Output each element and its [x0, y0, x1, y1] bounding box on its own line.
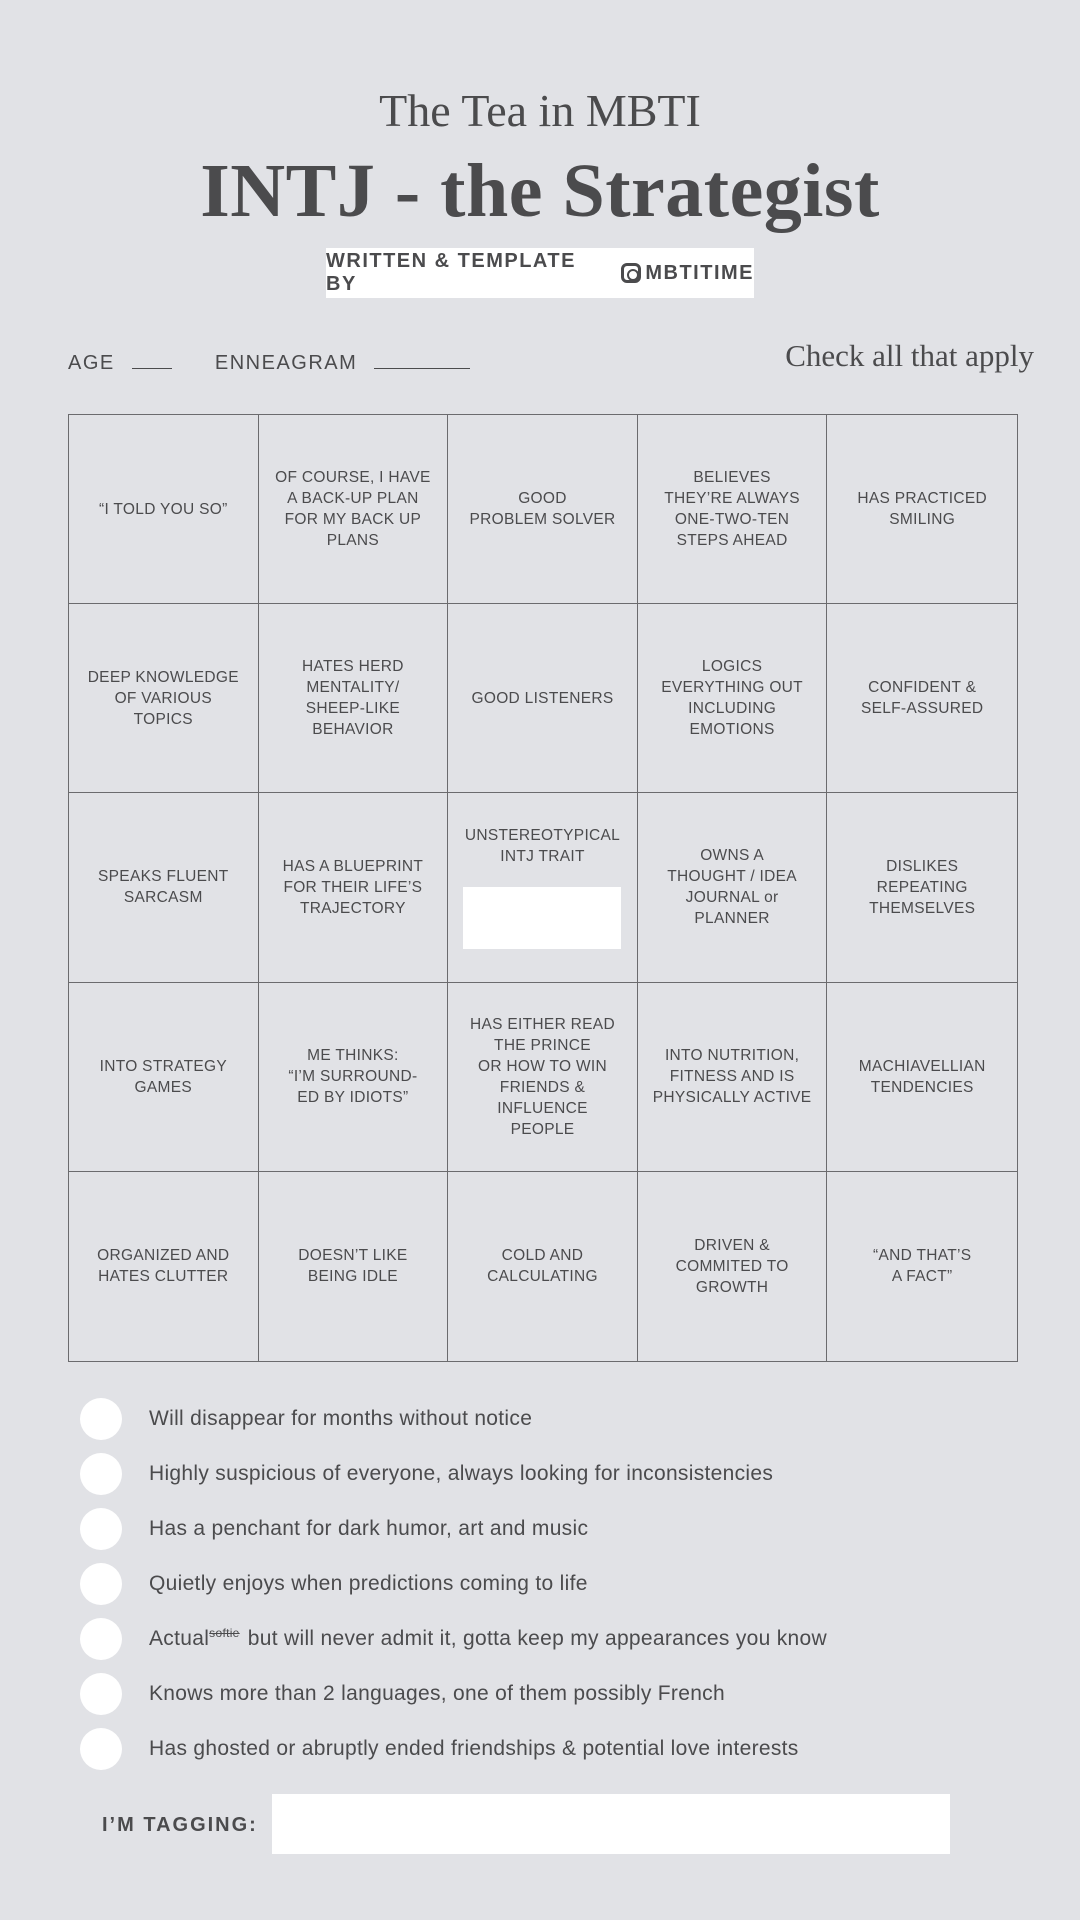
checklist-item [80, 1501, 827, 1556]
grid-cell[interactable] [259, 415, 449, 604]
checklist-item [80, 1556, 827, 1611]
checklist-item-label: Will disappear for months without notice [149, 1406, 533, 1430]
grid-cell[interactable] [448, 793, 638, 982]
grid-cell-text: DOESN’T LIKE BEING IDLE [298, 1247, 408, 1286]
grid-cell[interactable] [259, 604, 449, 793]
checklist-item [80, 1666, 827, 1721]
grid-cell-text: HAS PRACTICED SMILING [857, 490, 988, 529]
info-row [68, 350, 470, 375]
grid-cell[interactable] [638, 793, 828, 982]
checklist-item-label: Knows more than 2 languages, one of them possibly French [149, 1681, 725, 1705]
enneagram-label: ENNEAGRAM [214, 352, 358, 374]
instruction-text: Check all that apply [785, 338, 1034, 373]
grid-cell[interactable] [827, 415, 1017, 604]
checklist-item [80, 1446, 827, 1501]
grid-cell[interactable] [827, 793, 1017, 982]
grid-cell[interactable] [69, 415, 259, 604]
grid-cell-text: ORGANIZED AND HATES CLUTTER [97, 1247, 230, 1286]
grid-cell-text: MACHIAVELLIAN TENDENCIES [858, 1057, 986, 1096]
tagging-label: I’M TAGGING: [102, 1814, 258, 1836]
age-field[interactable] [132, 350, 172, 369]
grid-cell[interactable] [827, 1172, 1017, 1361]
age-label: AGE [68, 352, 115, 374]
instagram-icon [621, 263, 641, 283]
grid-cell-text: “I TOLD YOU SO” [99, 500, 228, 518]
grid-cell[interactable] [259, 1172, 449, 1361]
checklist-item [80, 1611, 827, 1666]
grid-cell[interactable] [448, 1172, 638, 1361]
checklist-item-label [149, 1626, 827, 1651]
checkbox-circle[interactable] [80, 1673, 122, 1715]
grid-cell-text: UNSTEREOTYPICAL INTJ TRAIT [464, 827, 621, 866]
tagging-input[interactable] [272, 1794, 950, 1854]
checklist-item [80, 1391, 827, 1446]
grid-cell-text: GOOD LISTENERS [471, 689, 614, 707]
grid-cell-text: HAS EITHER READ THE PRINCE OR HOW TO WIN FRIENDS & INFLUENCE PEOPLE [470, 1015, 615, 1138]
checkbox-circle[interactable] [80, 1398, 122, 1440]
grid-cell-text: OF COURSE, I HAVE A BACK-UP PLAN FOR MY BACK UP PLANS [275, 469, 431, 550]
grid-cell-text: DEEP KNOWLEDGE OF VARIOUS TOPICS [87, 668, 239, 728]
grid-cell-text: DRIVEN & COMMITED TO GROWTH [675, 1236, 789, 1296]
checklist-item-prefix: Actual [149, 1627, 210, 1650]
grid-cell[interactable] [448, 983, 638, 1172]
grid-cell[interactable] [827, 983, 1017, 1172]
grid-cell-text: SPEAKS FLUENT SARCASM [98, 868, 229, 907]
grid-cell[interactable] [638, 1172, 828, 1361]
grid-cell-text: INTO STRATEGY GAMES [99, 1057, 227, 1096]
checkbox-circle[interactable] [80, 1618, 122, 1660]
checklist-item-label: Has ghosted or abruptly ended friendships & potential love interests [149, 1736, 799, 1760]
grid-cell-text: OWNS A THOUGHT / IDEA JOURNAL or PLANNER [667, 847, 797, 928]
grid-cell[interactable] [69, 983, 259, 1172]
page-title: INTJ - the Strategist [200, 149, 880, 233]
grid-cell[interactable] [259, 793, 449, 982]
checkbox-circle[interactable] [80, 1728, 122, 1770]
credit-prefix: WRITTEN & TEMPLATE BY [326, 250, 576, 295]
grid-cell-text: HAS A BLUEPRINT FOR THEIR LIFE’S TRAJECTORY [282, 857, 424, 917]
grid-cell-text: GOOD PROBLEM SOLVER [469, 490, 616, 529]
trait-write-in-box[interactable] [463, 887, 621, 949]
grid-cell-text: DISLIKES REPEATING THEMSELVES [869, 857, 976, 917]
checkbox-circle[interactable] [80, 1563, 122, 1605]
grid-cell[interactable] [827, 604, 1017, 793]
credit-handle: MBTITIME [645, 261, 754, 284]
grid-cell[interactable] [69, 604, 259, 793]
grid-cell-text: BELIEVES THEY’RE ALWAYS ONE-TWO-TEN STEPS AHEAD [664, 469, 800, 550]
header-subtitle: The Tea in MBTI [379, 85, 701, 136]
grid-cell[interactable] [448, 604, 638, 793]
checkbox-circle[interactable] [80, 1508, 122, 1550]
grid-cell[interactable] [638, 415, 828, 604]
grid-cell-text: “AND THAT’S A FACT” [873, 1247, 972, 1286]
grid-cell[interactable] [638, 983, 828, 1172]
grid-cell-text: LOGICS EVERYTHING OUT INCLUDING EMOTIONS [661, 658, 803, 739]
checklist-item-label: Has a penchant for dark humor, art and music [149, 1516, 589, 1540]
bingo-grid [68, 414, 1018, 1362]
grid-cell-text: HATES HERD MENTALITY/ SHEEP-LIKE BEHAVIOR [302, 658, 404, 739]
checkbox-circle[interactable] [80, 1453, 122, 1495]
grid-cell-text: CONFIDENT & SELF-ASSURED [860, 679, 984, 718]
checklist-item-label: Highly suspicious of everyone, always looking for inconsistencies [149, 1461, 774, 1485]
credit-badge [326, 248, 754, 298]
grid-cell-text: COLD AND CALCULATING [487, 1247, 598, 1286]
grid-cell-text: ME THINKS: “I’M SURROUND- ED BY IDIOTS” [288, 1047, 418, 1107]
checklist-item-suffix: but will never admit it, gotta keep my appearances you know [241, 1627, 827, 1650]
grid-cell[interactable] [638, 604, 828, 793]
grid-cell[interactable] [69, 793, 259, 982]
strikethrough-word: softie [209, 1626, 240, 1640]
enneagram-field[interactable] [374, 350, 470, 369]
grid-cell[interactable] [448, 415, 638, 604]
checklist-item-label: Quietly enjoys when predictions coming to life [149, 1571, 588, 1595]
checklist-item [80, 1721, 827, 1776]
grid-cell[interactable] [259, 983, 449, 1172]
grid-cell-text: INTO NUTRITION, FITNESS AND IS PHYSICALLY ACTIVE [652, 1047, 812, 1107]
grid-cell[interactable] [69, 1172, 259, 1361]
checklist [80, 1391, 827, 1776]
